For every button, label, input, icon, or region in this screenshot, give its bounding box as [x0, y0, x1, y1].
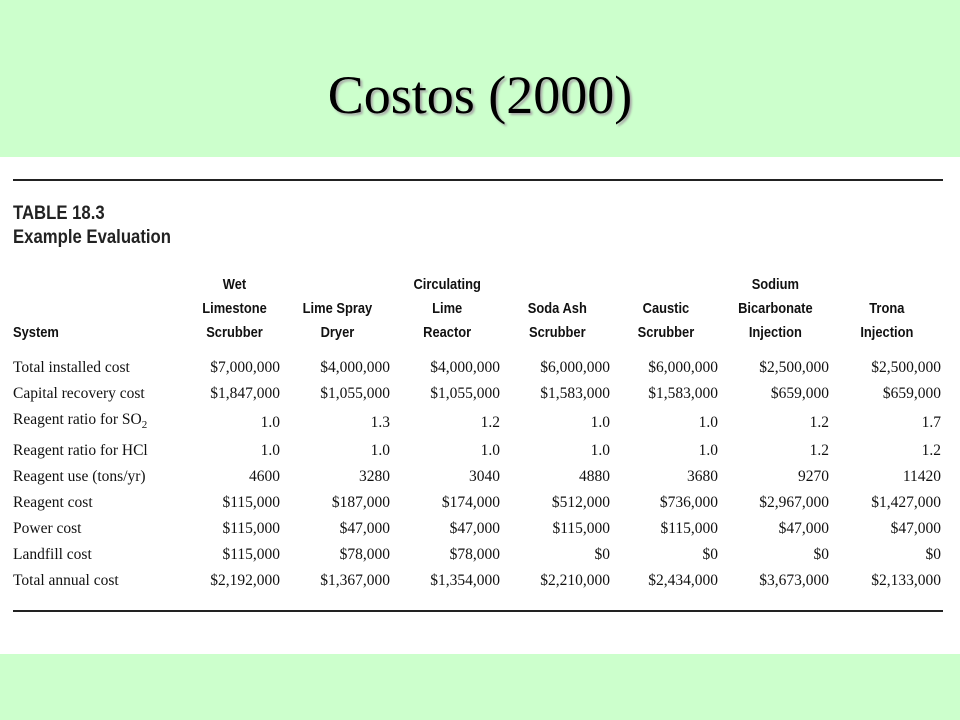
column-header [392, 273, 502, 355]
table-top-rule [13, 179, 943, 181]
table-cell: $7,000,000 [210, 359, 280, 376]
row-label-text: Reagent ratio for SO [13, 411, 142, 428]
column-header-line: Lime Spray [302, 300, 372, 317]
table-cell: $1,583,000 [648, 385, 718, 402]
row-label-text: Total installed cost [13, 359, 130, 376]
table-cell: $1,367,000 [320, 572, 390, 590]
row-label [13, 542, 188, 568]
table-row [13, 438, 943, 464]
table-row [13, 542, 943, 568]
column-header-line: Lime [431, 300, 463, 317]
table-cell: $0 [925, 546, 941, 564]
table-cell: $47,000 [449, 520, 500, 538]
table-cell: $115,000 [552, 520, 610, 538]
table-row [13, 464, 943, 490]
table-cell: $2,210,000 [540, 572, 610, 590]
table-cell: 3280 [359, 468, 390, 486]
table-cell: 9270 [798, 468, 829, 486]
column-header-line: Dryer [320, 324, 354, 341]
table-cell: $1,354,000 [430, 572, 500, 590]
table-cell: 1.2 [480, 413, 500, 431]
table-cell: 1.0 [480, 442, 500, 460]
table-row [13, 355, 943, 381]
column-header-line: Injection [860, 324, 914, 341]
table-cell: $47,000 [890, 520, 941, 538]
table-panel [0, 157, 960, 654]
table-cell: 1.2 [809, 442, 829, 460]
table-cell: 1.0 [698, 442, 718, 460]
table-caption [13, 202, 171, 250]
column-header-line: Bicarbonate [738, 300, 813, 317]
column-header-line: Scrubber [206, 324, 264, 341]
table-cell: 1.0 [260, 413, 280, 431]
table-cell: $2,192,000 [210, 572, 280, 590]
row-label [13, 516, 188, 542]
table-cell: 1.0 [370, 442, 390, 460]
column-header-line: Scrubber [528, 324, 586, 341]
table-cell: $6,000,000 [648, 359, 718, 376]
row-label [13, 407, 188, 438]
column-header [282, 273, 392, 355]
table-cell: $187,000 [331, 494, 390, 512]
table-cell: 1.0 [590, 413, 610, 431]
table-cell: $1,427,000 [871, 494, 941, 512]
table-cell: 1.7 [921, 413, 941, 431]
cost-table [13, 273, 943, 594]
table-cell: 4880 [579, 468, 610, 486]
table-cell: $115,000 [222, 494, 280, 512]
row-label-text: Total annual cost [13, 572, 119, 590]
table-cell: $659,000 [882, 385, 941, 402]
column-header-line: Wet [223, 276, 247, 293]
table-cell: $174,000 [441, 494, 500, 512]
table-row [13, 407, 943, 438]
table-cell: $78,000 [339, 546, 390, 564]
table-cell: $736,000 [659, 494, 718, 512]
column-header-line: Trona [869, 300, 905, 317]
column-header-line: Caustic [642, 300, 690, 317]
table-cell: 1.0 [590, 442, 610, 460]
row-label [13, 490, 188, 516]
table-cell: $3,673,000 [759, 572, 829, 590]
row-label-subscript: 2 [141, 419, 148, 432]
table-cell: $2,967,000 [759, 494, 829, 512]
table-cell: $512,000 [551, 494, 610, 512]
table-cell: $115,000 [222, 546, 280, 564]
table-row [13, 490, 943, 516]
table-cell: $4,000,000 [430, 359, 500, 376]
row-label-text: Reagent cost [13, 494, 93, 512]
table-cell: $78,000 [449, 546, 500, 564]
slide-title: Costos (2000) [327, 65, 633, 125]
row-label-text: Power cost [13, 520, 82, 538]
column-header [831, 273, 943, 355]
table-cell: $115,000 [222, 520, 280, 538]
table-cell: $0 [813, 546, 829, 564]
table-cell: $1,055,000 [320, 385, 390, 402]
row-label [13, 355, 188, 381]
row-label [13, 438, 188, 464]
column-header [502, 273, 612, 355]
table-cell: $47,000 [778, 520, 829, 538]
table-cell: 1.3 [370, 413, 390, 431]
row-label-text: Landfill cost [13, 546, 92, 564]
column-header [13, 273, 188, 355]
table-cell: $47,000 [339, 520, 390, 538]
row-label [13, 381, 188, 407]
table-row [13, 516, 943, 542]
table-row [13, 381, 943, 407]
column-header-line: Injection [748, 324, 803, 341]
column-header-line: Scrubber [637, 324, 695, 341]
column-header-line: Circulating [413, 276, 481, 293]
column-header-line: System [13, 324, 59, 341]
table-cell: 4600 [249, 468, 280, 486]
table-bottom-rule [13, 610, 943, 612]
table-cell: $2,500,000 [759, 359, 829, 376]
table-cell: $1,847,000 [210, 385, 280, 402]
table-cell: $0 [702, 546, 718, 564]
column-header-line: Sodium [751, 276, 800, 293]
table-cell: 1.2 [809, 413, 829, 431]
table-cell: $1,583,000 [540, 385, 610, 402]
table-cell: $6,000,000 [540, 359, 610, 376]
table-cell: 3680 [687, 468, 718, 486]
table-body [13, 355, 943, 594]
table-cell: 3040 [469, 468, 500, 486]
table-cell: 1.0 [260, 442, 280, 460]
table-cell: $0 [594, 546, 610, 564]
column-header [612, 273, 720, 355]
row-label [13, 464, 188, 490]
table-cell: $659,000 [770, 385, 829, 402]
table-header-row [13, 273, 943, 355]
table-row [13, 568, 943, 594]
column-header [720, 273, 831, 355]
table-cell: $2,133,000 [871, 572, 941, 590]
table-cell: $2,500,000 [871, 359, 941, 376]
table-cell: $1,055,000 [430, 385, 500, 402]
row-label-text: Reagent ratio for HCl [13, 442, 148, 460]
table-cell: 1.0 [698, 413, 718, 431]
table-cell: 1.2 [921, 442, 941, 460]
row-label-text: Capital recovery cost [13, 385, 145, 402]
table-cell: $4,000,000 [320, 359, 390, 376]
table-title: Example Evaluation [13, 227, 171, 248]
table-cell: $2,434,000 [648, 572, 718, 590]
row-label-text: Reagent use (tons/yr) [13, 468, 146, 486]
table-cell: $115,000 [660, 520, 718, 538]
column-header-line: Limestone [202, 300, 268, 317]
table-number: TABLE 18.3 [13, 203, 105, 224]
table-cell: 11420 [902, 468, 941, 486]
row-label [13, 568, 188, 594]
column-header [188, 273, 282, 355]
column-header-line: Soda Ash [527, 300, 587, 317]
column-header-line: Reactor [422, 324, 472, 341]
